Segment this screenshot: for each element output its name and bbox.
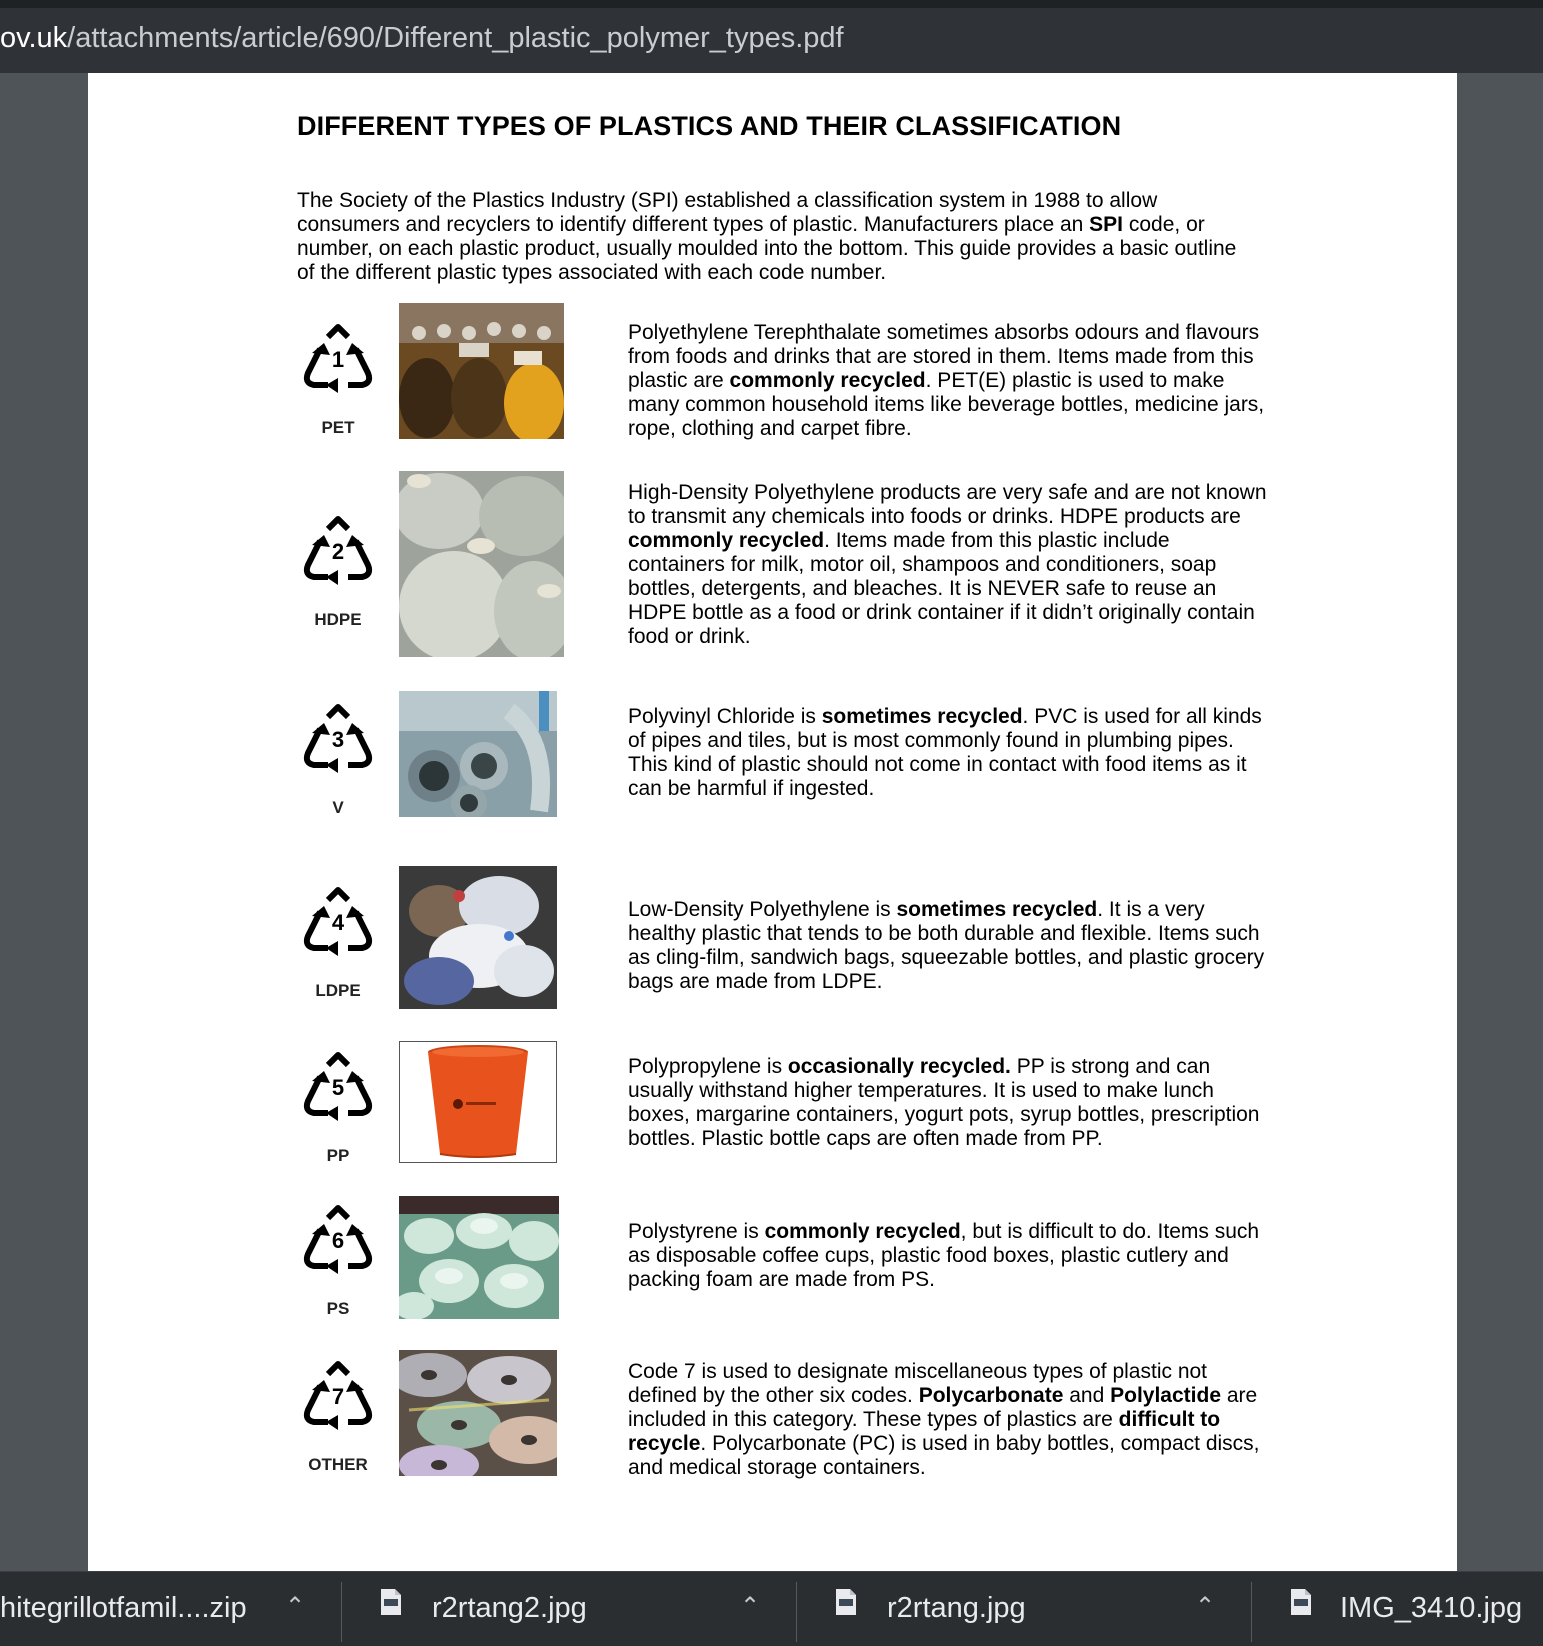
download-item[interactable] [0, 1572, 340, 1646]
cd-discs-photo [399, 1350, 557, 1476]
pp-bucket-photo [399, 1041, 557, 1163]
address-bar[interactable] [0, 0, 1543, 73]
other-description: Code 7 is used to designate miscellaneous types of plastic not defined by the other six codes. Polycarbonate and Polylactide are included in this category. These types of plastics are difficult to recycle. Polycarbonate (PC) is used in baby bottles, compact discs, and medical storage containers. [628, 1360, 1260, 1479]
pet-bottles-photo [399, 303, 564, 439]
recycle-code-3-icon: 3 V [298, 703, 378, 823]
hdpe-description: High-Density Polyethylene products are very safe and are not known to transmit any chemicals into foods or drinks. HDPE products are commonly recycled. Items made from this plastic include containers for milk, motor oil, shampoos and conditioners, soap bottles, detergents, and bleaches. It is NEVER safe to reuse an HDPE bottle as a food or drink container if it didn’t originally contain food or drink. [628, 481, 1267, 648]
chevron-up-icon[interactable]: ⌃ [285, 1593, 306, 1620]
recycle-code-1-icon: 1 PET [298, 323, 378, 443]
download-item[interactable] [342, 1572, 796, 1646]
pet-description: Polyethylene Terephthalate sometimes absorbs odours and flavours from foods and drinks that are stored in them. Items made from this plastic are commonly recycled. PET(E) plastic is used to make many common household items like beverage bottles, medicine jars, rope, clothing and carpet fibre. [628, 321, 1265, 440]
ldpe-description: Low-Density Polyethylene is sometimes recycled. It is a very healthy plastic that tends to be both durable and flexible. Items such as cling-film, sandwich bags, squeezable bottles, and plastic grocery bags are made from LDPE. [628, 898, 1265, 993]
jpeg-file-icon [380, 1588, 402, 1616]
download-file-name: r2rtang2.jpg [432, 1592, 587, 1624]
pdf-viewer[interactable] [0, 73, 1543, 1571]
pp-description: Polypropylene is occasionally recycled. PP is strong and can usually withstand higher temperatures. It is used to make lunch boxes, margarine containers, yogurt pots, syrup bottles, prescription bottles. Plastic bottle caps are often made from PP. [628, 1055, 1260, 1150]
download-item[interactable] [1252, 1572, 1543, 1646]
chevron-up-icon[interactable]: ⌃ [740, 1593, 761, 1620]
downloads-bar [0, 1571, 1543, 1646]
ps-foam-photo [399, 1196, 559, 1319]
ldpe-bags-photo [399, 866, 557, 1009]
download-file-name: hitegrillotfamil....zip [0, 1592, 247, 1624]
pdf-page [88, 73, 1457, 1571]
url-host: ov.uk [0, 22, 68, 54]
recycle-code-5-icon: 5 PP [298, 1051, 378, 1171]
url-text[interactable] [0, 22, 844, 55]
recycle-code-7-icon: 7 OTHER [298, 1360, 378, 1480]
pvc-pipes-photo [399, 691, 557, 817]
url-path: /attachments/article/690/Different_plastic_polymer_types.pdf [67, 22, 844, 54]
recycle-code-4-icon: 4 LDPE [298, 886, 378, 1006]
document-title: DIFFERENT TYPES OF PLASTICS AND THEIR CLASSIFICATION [297, 111, 1122, 141]
chevron-up-icon[interactable]: ⌃ [1195, 1593, 1216, 1620]
jpeg-file-icon [1290, 1588, 1312, 1616]
recycle-code-2-icon: 2 HDPE [298, 515, 378, 635]
jpeg-file-icon [835, 1588, 857, 1616]
download-item[interactable] [797, 1572, 1251, 1646]
hdpe-containers-photo [399, 471, 564, 657]
download-file-name: IMG_3410.jpg [1340, 1592, 1523, 1624]
recycle-code-6-icon: 6 PS [298, 1204, 378, 1324]
intro-paragraph: The Society of the Plastics Industry (SPI) established a classification system in 1988 to allow consumers and recyclers to identify different types of plastic. Manufacturers place an SPI code, or number, on each plastic product, usually moulded into the bottom. This guide provides a basic outline of the different plastic types associated with each code number. [297, 189, 1237, 284]
pvc-description: Polyvinyl Chloride is sometimes recycled. PVC is used for all kinds of pipes and tiles, but is most commonly found in plumbing pipes. This kind of plastic should not come in contact with food items as it can be harmful if ingested. [628, 705, 1262, 800]
download-file-name: r2rtang.jpg [887, 1592, 1026, 1624]
ps-description: Polystyrene is commonly recycled, but is difficult to do. Items such as disposable coffee cups, plastic food boxes, plastic cutlery and packing foam are made from PS. [628, 1220, 1260, 1291]
